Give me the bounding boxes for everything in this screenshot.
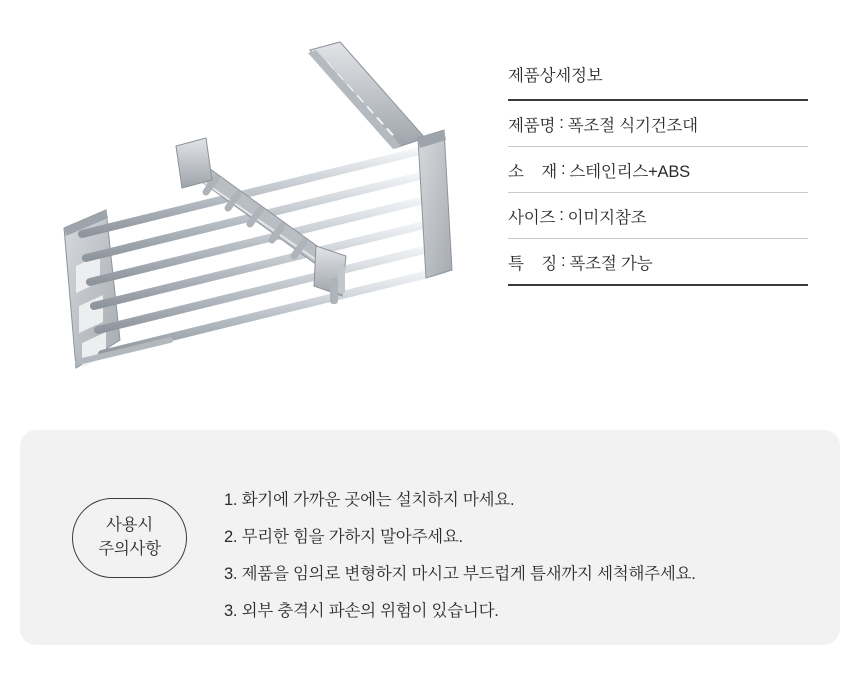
- caution-badge-line2: 주의사항: [98, 540, 161, 558]
- spec-value: 스테인리스+ABS: [569, 162, 690, 181]
- spec-table-title: 제품상세정보: [508, 67, 603, 85]
- spec-value: 폭조절 식기건조대: [567, 116, 698, 135]
- spec-value: 이미지참조: [567, 208, 647, 227]
- list-item: 3. 제품을 임의로 변형하지 마시고 부드럽게 틈새까지 세척해주세요.: [224, 565, 696, 584]
- caution-panel: [20, 430, 840, 645]
- spec-separator: :: [561, 252, 566, 270]
- spec-separator: :: [559, 206, 564, 224]
- spec-separator: :: [559, 114, 564, 132]
- list-item: 1. 화기에 가까운 곳에는 설치하지 마세요.: [224, 491, 515, 510]
- spec-row-feature: [508, 239, 808, 284]
- dish-rack-drawing: [20, 20, 490, 380]
- spec-bottom-rule: [508, 284, 808, 286]
- spec-row-size: [508, 193, 808, 238]
- spec-label: 제품명: [508, 116, 556, 135]
- caution-badge: [72, 498, 187, 578]
- spec-label: 사이즈: [508, 208, 556, 227]
- spec-separator: :: [561, 160, 566, 178]
- caution-list: [224, 482, 824, 630]
- list-item: 2. 무리한 힘을 가하지 말아주세요.: [224, 528, 463, 547]
- spec-value: 폭조절 가능: [569, 254, 653, 273]
- spec-row-material: [508, 147, 808, 192]
- list-item: 3. 외부 충격시 파손의 위험이 있습니다.: [224, 602, 499, 621]
- caution-badge-line1: 사용시: [106, 516, 153, 535]
- spec-label: 소 재: [508, 162, 558, 181]
- rack-rear-guard: [308, 42, 425, 149]
- spec-table: [508, 62, 808, 286]
- spec-label: 특 징: [508, 254, 558, 273]
- rack-right-end-block: [418, 130, 452, 278]
- spec-row-name: [508, 101, 808, 146]
- rack-rods: [82, 150, 444, 354]
- product-image: [20, 20, 490, 380]
